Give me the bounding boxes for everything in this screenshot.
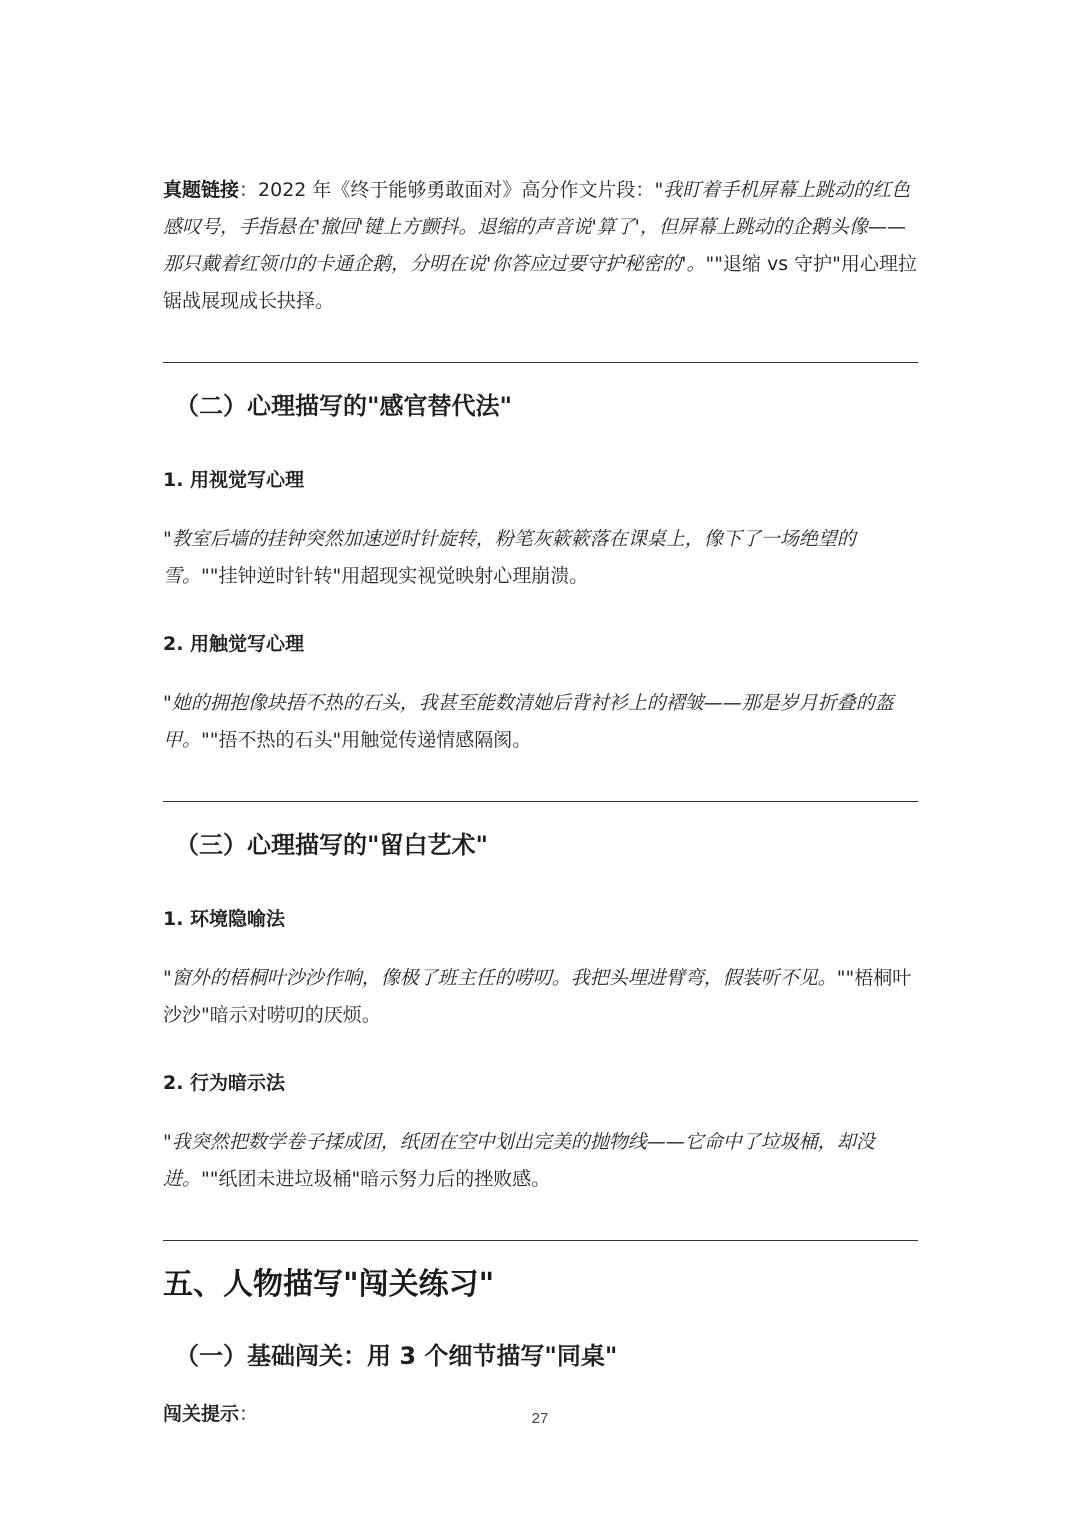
subsection-heading: 1. 环境隐喻法: [163, 908, 286, 930]
section-title-sensory: （二）心理描写的"感官替代法": [175, 392, 513, 420]
example-quote: "窗外的梧桐叶沙沙作响，像极了班主任的唠叨。我把头埋进臂弯，假装听不见。": [163, 967, 846, 989]
intro-quote: "我盯着手机屏幕上跳动的红色感叹号，手指悬在'撤回'键上方颤抖。退缩的声音说'算了'，但屏幕上跳动的企鹅头像——那只戴着红领巾的卡通企鹅，分明在说'你答应过要守护秘密的'。": [163, 179, 911, 275]
section-title-blank-art: （三）心理描写的"留白艺术": [175, 831, 489, 859]
example-quote: "我突然把数学卷子揉成团，纸团在空中划出完美的抛物线——它命中了垃圾桶，却没进。": [163, 1131, 875, 1190]
page-content: [163, 172, 918, 1429]
subsection-heading: 2. 用触觉写心理: [163, 633, 305, 655]
example-paragraph: [163, 960, 918, 1034]
example-comment: "纸团未进垃圾桶"暗示努力后的挫败感。: [209, 1168, 551, 1190]
intro-label: 真题链接: [163, 179, 240, 201]
example-quote: "她的拥抱像块捂不热的石头，我甚至能数清她后背衬衫上的褶皱——那是岁月折叠的盔甲。": [163, 692, 894, 751]
example-paragraph: [163, 685, 918, 759]
example-quote: "教室后墙的挂钟突然加速逆时针旋转，粉笔灰簌簌落在课桌上，像下了一场绝望的雪。": [163, 528, 856, 587]
subsection-heading: 1. 用视觉写心理: [163, 469, 305, 491]
chapter-title: 五、人物描写"闯关练习": [163, 1267, 495, 1302]
intro-separator: ：: [239, 179, 259, 201]
intro-lead: 2022 年《终于能够勇敢面对》高分作文片段：: [258, 179, 655, 201]
subsection-heading: 2. 行为暗示法: [163, 1072, 286, 1094]
example-comment: "梧桐叶沙沙"暗示对唠叨的厌烦。: [163, 967, 912, 1026]
intro-paragraph: [163, 172, 918, 320]
intro-comment: "退缩 vs 守护"用心理拉锯战展现成长抉择。: [163, 253, 917, 312]
example-paragraph: [163, 1124, 918, 1198]
example-paragraph: [163, 521, 918, 595]
hint-label: 闯关提示: [163, 1403, 240, 1425]
example-comment: "挂钟逆时针转"用超现实视觉映射心理崩溃。: [209, 565, 589, 587]
hint-separator: ：: [239, 1403, 259, 1425]
subchapter-title: （一）基础闯关：用 3 个细节描写"同桌": [175, 1342, 618, 1370]
example-comment: "捂不热的石头"用触觉传递情感隔阂。: [209, 729, 532, 751]
page-number: 27: [531, 1410, 549, 1427]
